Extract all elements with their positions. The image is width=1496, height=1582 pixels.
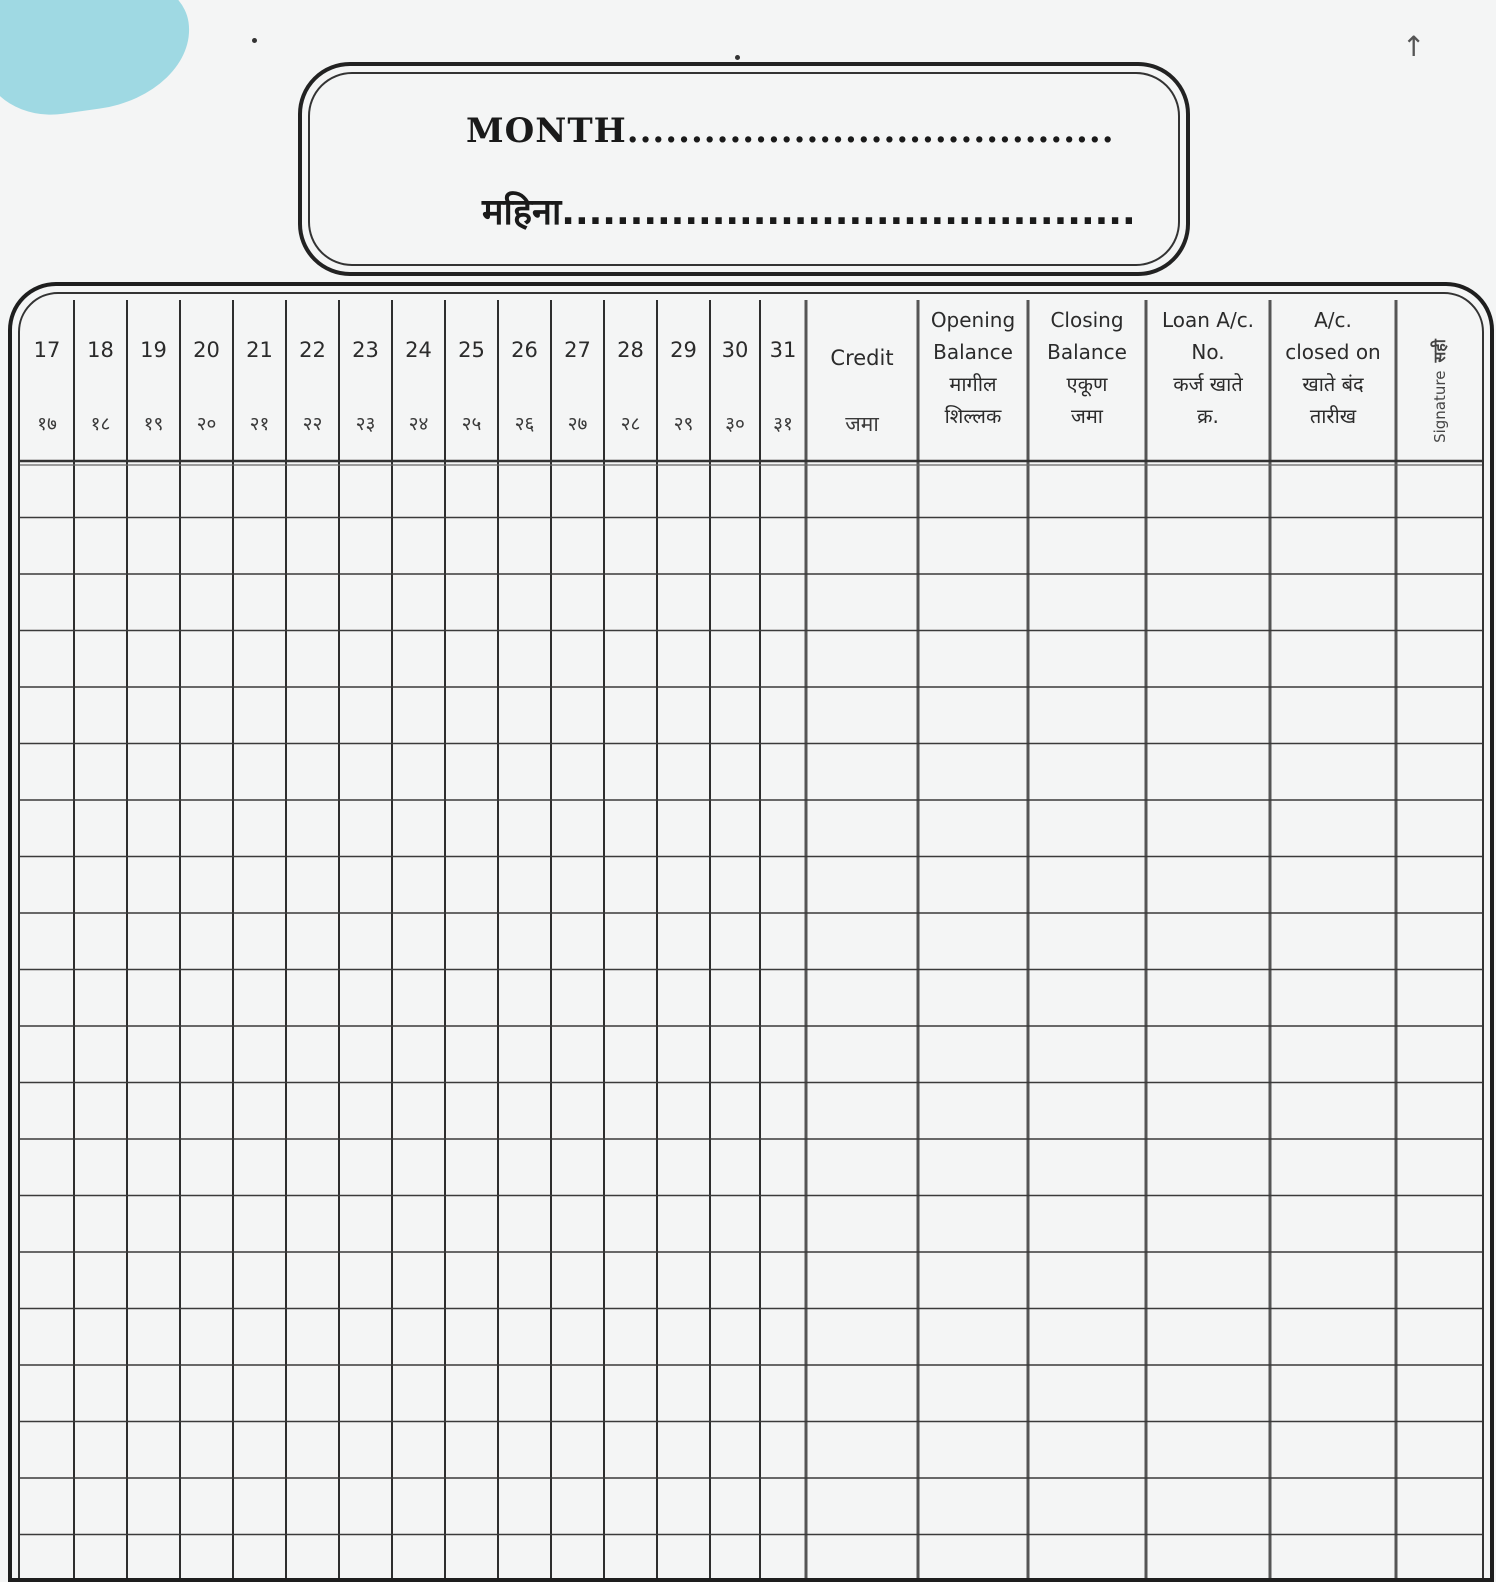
day-number-devanagari: २३	[355, 413, 376, 435]
ledger-grid	[12, 286, 1490, 1582]
opening-balance-header-line: Opening	[930, 308, 1016, 332]
closing-balance-header-line: Balance	[1047, 340, 1127, 364]
day-number-devanagari: २६	[514, 413, 535, 435]
loan-account-header-line: No.	[1191, 340, 1225, 364]
month-header-box	[298, 62, 1190, 276]
opening-balance-header-line: मागील	[949, 372, 997, 396]
day-number-english: 31	[769, 338, 797, 362]
loan-account-header-line: क्र.	[1197, 404, 1219, 428]
closing-balance-header	[1028, 304, 1146, 454]
credit-label-english: Credit	[830, 346, 894, 370]
credit-label-marathi: जमा	[845, 412, 879, 436]
closing-balance-header-line: Closing	[1050, 308, 1124, 332]
day-number-english: 24	[405, 338, 432, 362]
loan-account-header	[1146, 304, 1270, 454]
day-number-devanagari: १९	[143, 413, 164, 435]
day-number-english: 23	[352, 338, 379, 362]
day-number-english: 28	[617, 338, 644, 362]
day-number-devanagari: २५	[461, 413, 482, 435]
day-column-header	[20, 308, 74, 458]
day-column-header	[551, 308, 604, 458]
day-number-devanagari: २०	[196, 413, 217, 435]
day-number-english: 30	[721, 338, 749, 362]
closing-balance-header-line: जमा	[1071, 404, 1103, 428]
day-number-devanagari: २१	[249, 413, 270, 435]
day-number-english: 22	[299, 338, 326, 362]
opening-balance-header-line: Balance	[933, 340, 1013, 364]
opening-balance-header	[918, 304, 1028, 454]
day-column-header	[760, 308, 806, 458]
account-closed-header-line: A/c.	[1314, 308, 1352, 332]
signature-column-header	[1396, 336, 1482, 446]
day-number-devanagari: १८	[90, 413, 111, 435]
opening-balance-header-line: शिल्लक	[944, 404, 1002, 428]
signature-label-marathi: सही	[1430, 339, 1449, 363]
day-number-devanagari: २२	[302, 413, 323, 435]
day-number-devanagari: ३१	[773, 413, 793, 435]
water-stain	[0, 0, 199, 124]
day-column-header	[286, 308, 339, 458]
month-field-label: MONTH......................................	[466, 111, 1115, 151]
day-number-english: 20	[193, 338, 220, 362]
day-column-header	[74, 308, 127, 458]
day-number-devanagari: १७	[37, 413, 57, 435]
day-column-header	[339, 308, 392, 458]
day-column-header	[657, 308, 710, 458]
ink-speck	[252, 38, 257, 43]
day-number-english: 19	[140, 338, 167, 362]
ledger-table	[8, 282, 1494, 1582]
day-number-devanagari: २८	[620, 413, 641, 435]
pin-mark-icon: ↑	[1402, 30, 1426, 63]
day-number-english: 17	[33, 338, 61, 362]
account-closed-header	[1270, 304, 1396, 454]
day-number-english: 18	[87, 338, 114, 362]
day-number-english: 29	[670, 338, 697, 362]
signature-label-english: Signature	[1431, 370, 1449, 443]
day-number-english: 25	[458, 338, 485, 362]
account-closed-header-line: तारीख	[1309, 404, 1357, 428]
day-column-header	[710, 308, 760, 458]
loan-account-header-line: Loan A/c.	[1161, 308, 1255, 332]
ink-speck	[735, 55, 740, 60]
closing-balance-header-line: एकूण	[1066, 372, 1108, 396]
loan-account-header-line: कर्ज खाते	[1173, 372, 1243, 396]
day-number-devanagari: २४	[408, 413, 429, 435]
day-number-devanagari: २९	[673, 413, 694, 435]
day-column-header	[127, 308, 180, 458]
day-column-header	[498, 308, 551, 458]
day-column-header	[180, 308, 233, 458]
day-number-devanagari: २७	[567, 413, 588, 435]
day-number-devanagari: ३०	[725, 413, 745, 435]
day-number-english: 21	[246, 338, 273, 362]
signature-label	[1428, 339, 1450, 443]
day-column-header	[604, 308, 657, 458]
day-column-header	[392, 308, 445, 458]
account-closed-header-line: खाते बंद	[1302, 372, 1364, 396]
credit-column-header	[806, 308, 918, 458]
day-number-english: 27	[564, 338, 591, 362]
day-number-english: 26	[511, 338, 538, 362]
mahina-field-label: महिना..........................................	[482, 192, 1136, 233]
day-column-header	[445, 308, 498, 458]
account-closed-header-line: closed on	[1285, 340, 1381, 364]
day-column-header	[233, 308, 286, 458]
